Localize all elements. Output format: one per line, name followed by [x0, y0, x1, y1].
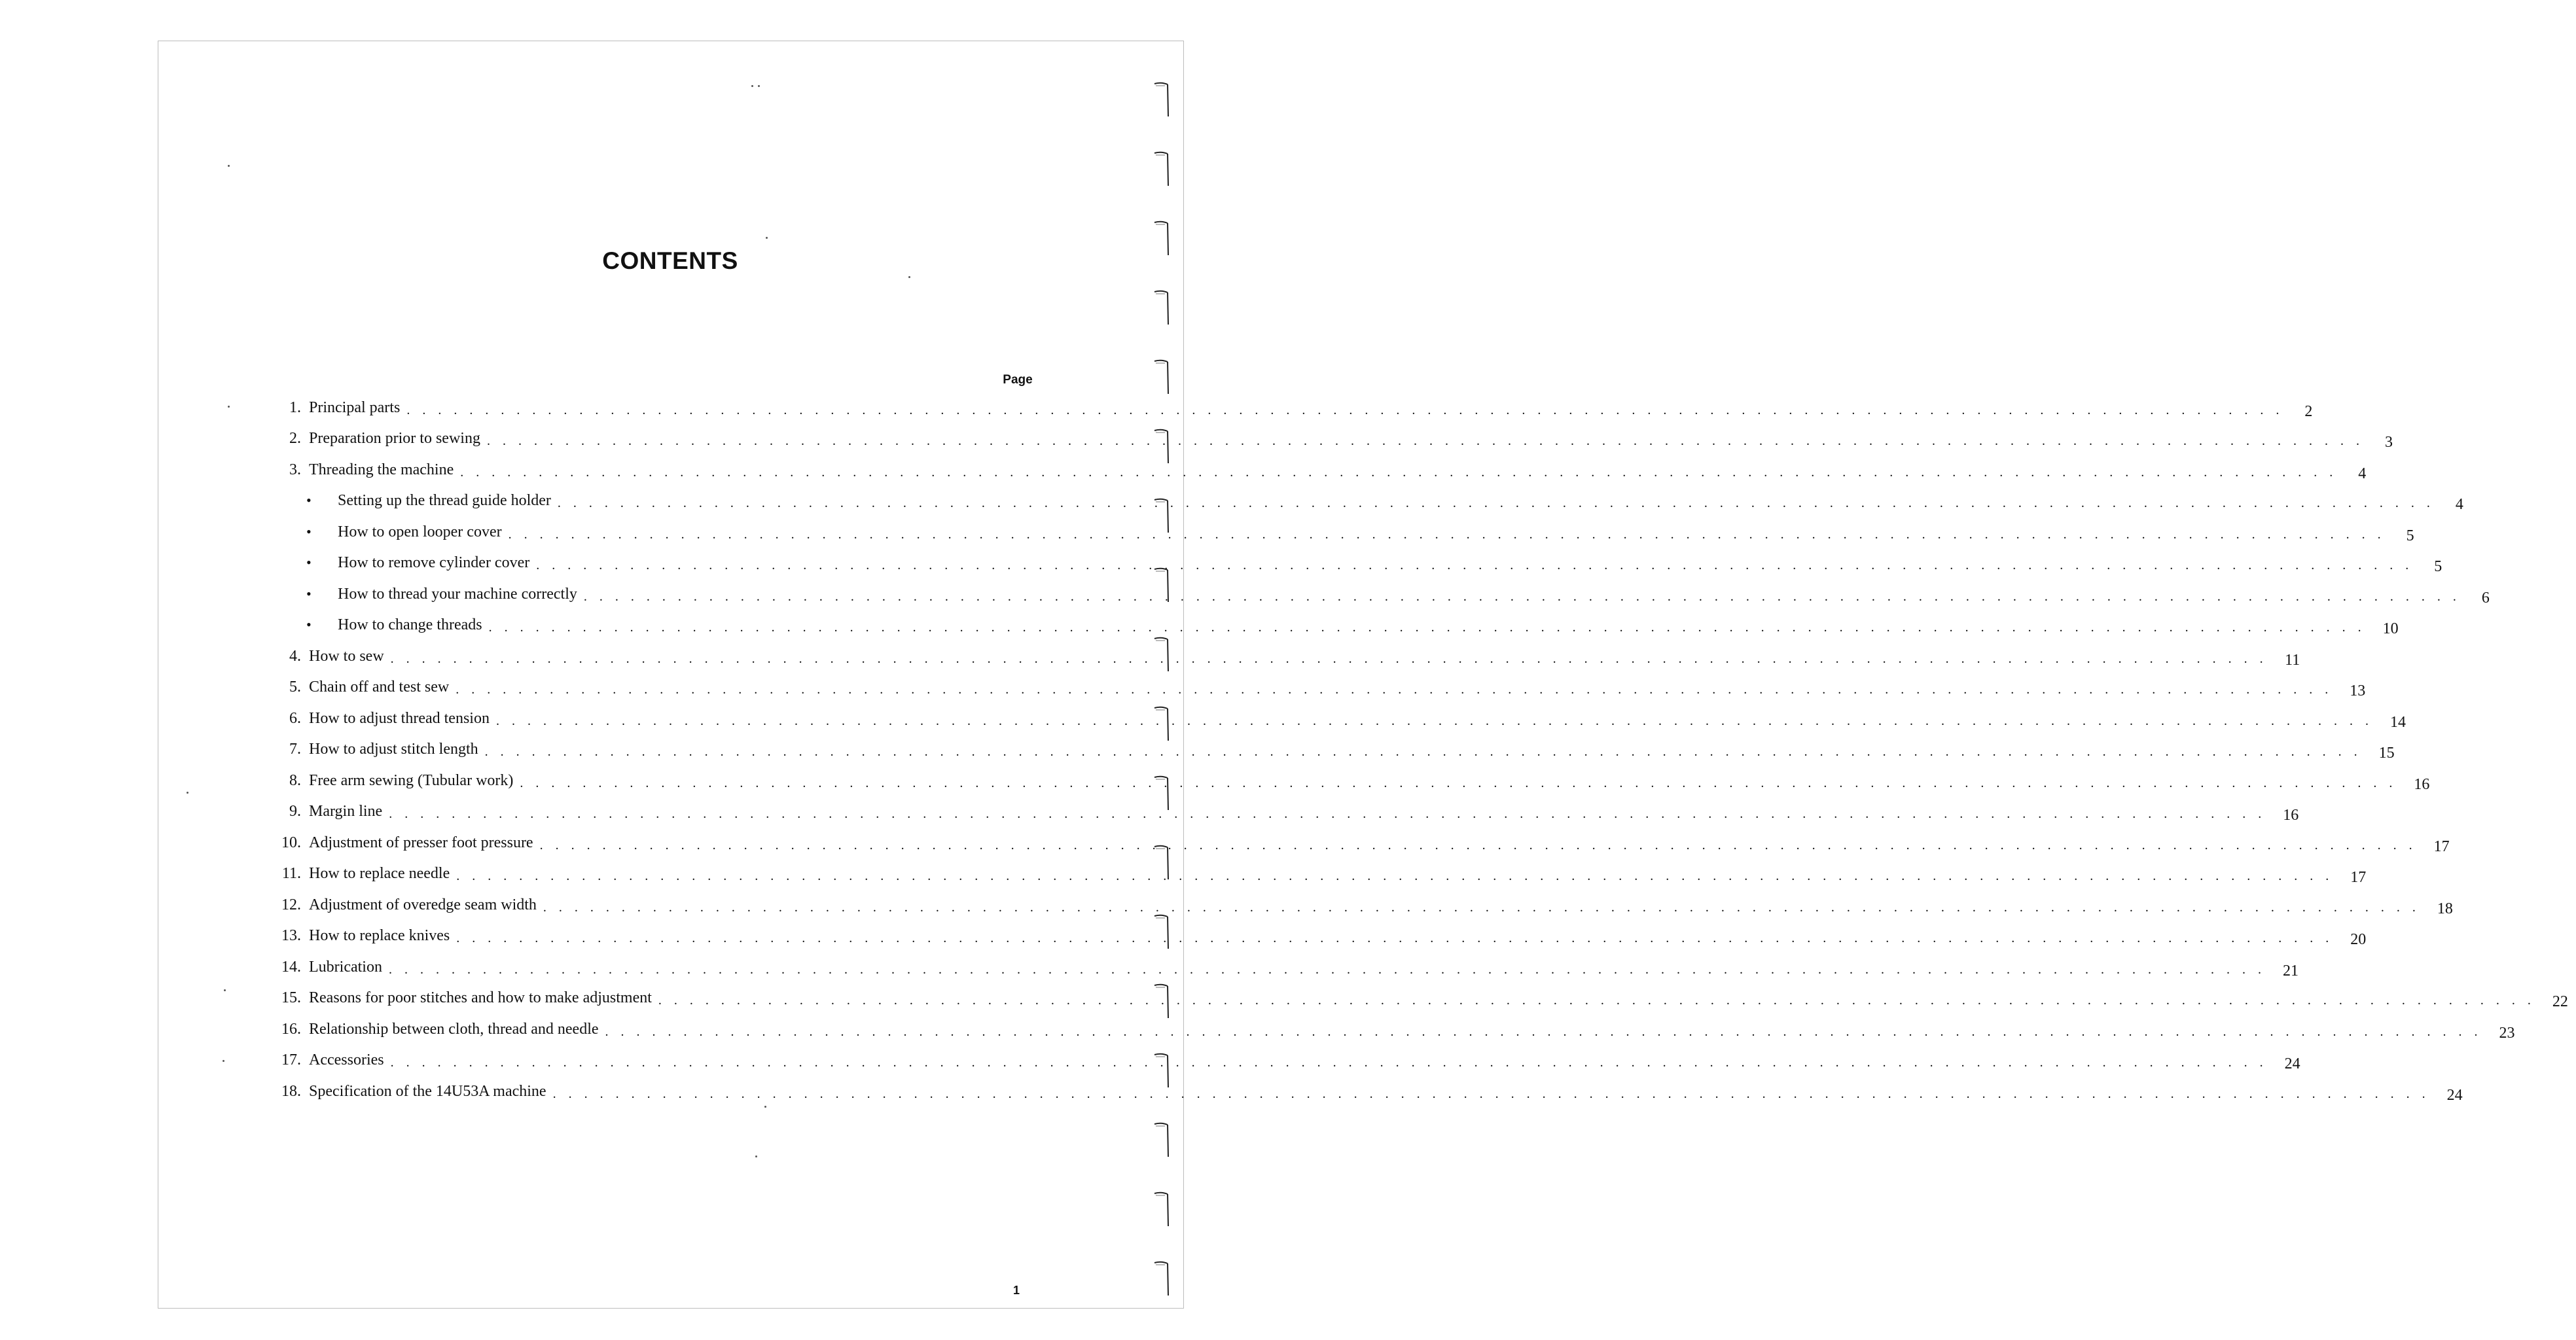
dot-leader: . . . . . . . . . . . . . . . . . . . . . . . . . . . . . . . . . . . . . . . . . . . . . . . . . . . . . . . . . . . . . . . . . . . . . . . . . . . . . . . . . . . . . . . . . . . . . . . . . . . . . . . . . . . . . . . . . . . . . . . . [456, 869, 2334, 883]
page-title: CONTENTS [602, 247, 738, 274]
toc-item-label: Principal parts [309, 398, 401, 416]
toc-item-label: Free arm sewing (Tubular work) [309, 771, 514, 789]
scan-speck [187, 792, 188, 794]
toc-item-label: Specification of the 14U53A machine [309, 1082, 546, 1100]
scan-speck [224, 989, 226, 991]
toc-item-page: 4 [2358, 465, 2367, 482]
toc-item-page: 20 [2350, 931, 2367, 948]
toc-item-number: 18. [281, 1082, 301, 1100]
scan-speck [228, 406, 230, 408]
toc-item-label: Preparation prior to sewing [309, 430, 480, 447]
binder-tab-icon [1152, 1258, 1172, 1298]
toc-item-label: How to replace needle [309, 865, 450, 882]
toc-item-page: 11 [2285, 651, 2300, 669]
bullet-dot-icon: • [306, 492, 312, 508]
toc-item-label: How to replace knives [309, 927, 450, 944]
binder-tab-icon [1152, 564, 1172, 605]
binder-tab-icon [1152, 356, 1172, 397]
toc-item-page: 22 [2552, 993, 2568, 1010]
toc-item-label: Adjustment of presser foot pressure [309, 834, 533, 851]
toc-item-label: How to adjust thread tension [309, 709, 490, 727]
dot-leader: . . . . . . . . . . . . . . . . . . . . . . . . . . . . . . . . . . . . . . . . . . . . . . . . . . . . . . . . . . . . . . . . . . . . . . . . . . . . . . . . . . . . . . . . . . . . . . . . . . . . . . . . . . . . . . . . . . . . . . . . [390, 651, 2268, 666]
binder-tab-icon [1152, 633, 1172, 674]
dot-leader: . . . . . . . . . . . . . . . . . . . . . . . . . . . . . . . . . . . . . . . . . . . . . . . . . . . . . . . . . . . . . . . . . . . . . . . . . . . . . . . . . . . . . . . . . . . . . . . . . . . . . . . . . . . . . . . . . . . . . . . . [488, 620, 2366, 635]
toc-item-page: 16 [2283, 807, 2299, 824]
binder-tab-icon [1152, 148, 1172, 188]
dot-leader: . . . . . . . . . . . . . . . . . . . . . . . . . . . . . . . . . . . . . . . . . . . . . . . . . . . . . . . . . . . . . . . . . . . . . . . . . . . . . . . . . . . . . . . . . . . . . . . . . . . . . . . . . . . . . . . . . . . . . . . . [658, 993, 2535, 1008]
toc-item-page: 13 [2350, 682, 2366, 699]
binder-tab-icon [1152, 703, 1172, 743]
binder-tab-icon [1152, 841, 1172, 882]
dot-leader: . . . . . . . . . . . . . . . . . . . . . . . . . . . . . . . . . . . . . . . . . . . . . . . . . . . . . . . . . . . . . . . . . . . . . . . . . . . . . . . . . . . . . . . . . . . . . . . . . . . . . . . . . . . . . . . . . . . . . . . . [583, 589, 2461, 604]
toc-item-label: Margin line [309, 803, 383, 820]
toc-item-page: 2 [2304, 402, 2313, 420]
scan-speck [758, 85, 760, 87]
dot-leader: . . . . . . . . . . . . . . . . . . . . . . . . . . . . . . . . . . . . . . . . . . . . . . . . . . . . . . . . . . . . . . . . . . . . . . . . . . . . . . . . . . . . . . . . . . . . . . . . . . . . . . . . . . . . . . . . . . . . . . . . [605, 1024, 2482, 1039]
toc-item-page: 5 [2406, 527, 2414, 544]
table-of-contents [268, 386, 2568, 1104]
toc-item [268, 915, 2367, 948]
dot-leader: . . . . . . . . . . . . . . . . . . . . . . . . . . . . . . . . . . . . . . . . . . . . . . . . . . . . . . . . . . . . . . . . . . . . . . . . . . . . . . . . . . . . . . . . . . . . . . . . . . . . . . . . . . . . . . . . . . . . . . . . [552, 1086, 2430, 1101]
toc-item-page: 6 [2481, 589, 2490, 607]
toc-item [268, 1039, 2300, 1072]
toc-item-label: Accessories [309, 1051, 384, 1068]
toc-item-number: 12. [281, 896, 301, 913]
dot-leader: . . . . . . . . . . . . . . . . . . . . . . . . . . . . . . . . . . . . . . . . . . . . . . . . . . . . . . . . . . . . . . . . . . . . . . . . . . . . . . . . . . . . . . . . . . . . . . . . . . . . . . . . . . . . . . . . . . . . . . . . [389, 807, 2266, 821]
dot-leader: . . . . . . . . . . . . . . . . . . . . . . . . . . . . . . . . . . . . . . . . . . . . . . . . . . . . . . . . . . . . . . . . . . . . . . . . . . . . . . . . . . . . . . . . . . . . . . . . . . . . . . . . . . . . . . . . . . . . . . . . [486, 434, 2364, 448]
toc-item-label: Lubrication [309, 958, 382, 976]
toc-item-number: 4. [289, 647, 301, 665]
toc-item-number: 1. [289, 398, 301, 416]
toc-subitem [268, 480, 2463, 513]
dot-leader: . . . . . . . . . . . . . . . . . . . . . . . . . . . . . . . . . . . . . . . . . . . . . . . . . . . . . . . . . . . . . . . . . . . . . . . . . . . . . . . . . . . . . . . . . . . . . . . . . . . . . . . . . . . . . . . . . . . . . . . . [406, 402, 2284, 417]
toc-item-number: 9. [289, 803, 301, 820]
dot-leader: . . . . . . . . . . . . . . . . . . . . . . . . . . . . . . . . . . . . . . . . . . . . . . . . . . . . . . . . . . . . . . . . . . . . . . . . . . . . . . . . . . . . . . . . . . . . . . . . . . . . . . . . . . . . . . . . . . . . . . . . [456, 931, 2334, 945]
toc-item-page: 24 [2284, 1055, 2300, 1072]
toc-item-number: 5. [289, 679, 301, 696]
toc-item [268, 853, 2367, 886]
toc-item-label: How to open looper cover [338, 523, 502, 540]
dot-leader: . . . . . . . . . . . . . . . . . . . . . . . . . . . . . . . . . . . . . . . . . . . . . . . . . . . . . . . . . . . . . . . . . . . . . . . . . . . . . . . . . . . . . . . . . . . . . . . . . . . . . . . . . . . . . . . . . . . . . . . . [557, 496, 2435, 510]
toc-item [268, 1070, 2463, 1104]
toc-item-page: 15 [2378, 745, 2395, 762]
toc-item-number: 15. [281, 989, 301, 1006]
binder-tab-icon [1152, 287, 1172, 327]
toc-item [268, 977, 2568, 1010]
binder-tab-icon [1152, 79, 1172, 119]
toc-item-label: Threading the machine [309, 461, 454, 478]
toc-item-number: 2. [289, 430, 301, 447]
binder-tab-icon [1152, 911, 1172, 951]
scan-speck [766, 237, 768, 239]
toc-item-label: Chain off and test sew [309, 679, 450, 696]
toc-item-page: 18 [2437, 900, 2453, 917]
toc-item-label: How to remove cylinder cover [338, 554, 530, 571]
toc-item [268, 635, 2300, 669]
binder-marks [1152, 79, 1178, 1296]
toc-item-label: Adjustment of overedge seam width [309, 896, 537, 913]
toc-item-page: 10 [2382, 620, 2399, 637]
scan-speck [223, 1060, 224, 1062]
toc-item [268, 666, 2366, 699]
toc-subitem [268, 542, 2442, 575]
toc-item [268, 417, 2393, 451]
toc-item-number: 16. [281, 1020, 301, 1038]
dot-leader: . . . . . . . . . . . . . . . . . . . . . . . . . . . . . . . . . . . . . . . . . . . . . . . . . . . . . . . . . . . . . . . . . . . . . . . . . . . . . . . . . . . . . . . . . . . . . . . . . . . . . . . . . . . . . . . . . . . . . . . . [543, 900, 2420, 915]
toc-item-number: 10. [281, 834, 301, 851]
toc-item [268, 759, 2430, 793]
page-column-header: Page [1003, 373, 1033, 387]
toc-item-label: Setting up the thread guide holder [338, 492, 551, 509]
toc-item [268, 728, 2395, 762]
toc-subitem [268, 510, 2414, 544]
toc-item-number: 11. [281, 865, 301, 882]
toc-item-label: How to thread your machine correctly [338, 585, 577, 603]
toc-item [268, 821, 2450, 855]
binder-tab-icon [1152, 1049, 1172, 1090]
toc-item-page: 14 [2389, 713, 2406, 731]
scan-speck [764, 1106, 766, 1108]
bullet-dot-icon: • [306, 554, 312, 571]
bullet-dot-icon: • [306, 616, 312, 633]
toc-item-label: Reasons for poor stitches and how to make adjustment [309, 989, 652, 1006]
toc-item [268, 697, 2406, 731]
toc-item [268, 883, 2453, 917]
toc-item-number: 3. [289, 461, 301, 478]
page-number: 1 [1013, 1284, 1020, 1297]
toc-item-page: 4 [2455, 496, 2463, 513]
toc-item-number: 6. [289, 709, 301, 727]
dot-leader: . . . . . . . . . . . . . . . . . . . . . . . . . . . . . . . . . . . . . . . . . . . . . . . . . . . . . . . . . . . . . . . . . . . . . . . . . . . . . . . . . . . . . . . . . . . . . . . . . . . . . . . . . . . . . . . . . . . . . . . . [388, 962, 2266, 977]
toc-item-page: 21 [2282, 962, 2299, 979]
scan-speck [751, 85, 753, 87]
toc-item [268, 790, 2299, 824]
toc-item-number: 17. [281, 1051, 301, 1068]
bullet-dot-icon: • [306, 523, 312, 540]
toc-item-label: How to sew [309, 647, 384, 665]
scan-speck [908, 276, 910, 278]
toc-subitem [268, 573, 2490, 607]
toc-item [268, 1008, 2515, 1042]
toc-item-page: 5 [2434, 558, 2442, 575]
toc-item-page: 23 [2499, 1024, 2515, 1042]
binder-tab-icon [1152, 425, 1172, 466]
dot-leader: . . . . . . . . . . . . . . . . . . . . . . . . . . . . . . . . . . . . . . . . . . . . . . . . . . . . . . . . . . . . . . . . . . . . . . . . . . . . . . . . . . . . . . . . . . . . . . . . . . . . . . . . . . . . . . . . . . . . . . . . [520, 775, 2397, 790]
dot-leader: . . . . . . . . . . . . . . . . . . . . . . . . . . . . . . . . . . . . . . . . . . . . . . . . . . . . . . . . . . . . . . . . . . . . . . . . . . . . . . . . . . . . . . . . . . . . . . . . . . . . . . . . . . . . . . . . . . . . . . . . [508, 527, 2386, 542]
toc-item-page: 17 [2350, 869, 2367, 886]
toc-item [268, 386, 2313, 420]
toc-item-number: 8. [289, 771, 301, 789]
toc-item-number: 7. [289, 741, 301, 758]
binder-tab-icon [1152, 1119, 1172, 1159]
dot-leader: . . . . . . . . . . . . . . . . . . . . . . . . . . . . . . . . . . . . . . . . . . . . . . . . . . . . . . . . . . . . . . . . . . . . . . . . . . . . . . . . . . . . . . . . . . . . . . . . . . . . . . . . . . . . . . . . . . . . . . . . [536, 558, 2414, 573]
dot-leader: . . . . . . . . . . . . . . . . . . . . . . . . . . . . . . . . . . . . . . . . . . . . . . . . . . . . . . . . . . . . . . . . . . . . . . . . . . . . . . . . . . . . . . . . . . . . . . . . . . . . . . . . . . . . . . . . . . . . . . . . [495, 713, 2373, 728]
binder-tab-icon [1152, 980, 1172, 1021]
binder-tab-icon [1152, 217, 1172, 258]
toc-item-label: Relationship between cloth, thread and needle [309, 1020, 599, 1038]
scan-speck [228, 165, 230, 167]
toc-item-label: How to change threads [338, 616, 482, 633]
dot-leader: . . . . . . . . . . . . . . . . . . . . . . . . . . . . . . . . . . . . . . . . . . . . . . . . . . . . . . . . . . . . . . . . . . . . . . . . . . . . . . . . . . . . . . . . . . . . . . . . . . . . . . . . . . . . . . . . . . . . . . . . [484, 745, 2362, 759]
toc-item [268, 448, 2367, 482]
toc-item-page: 17 [2433, 838, 2450, 855]
binder-tab-icon [1152, 495, 1172, 535]
toc-item-page: 16 [2414, 775, 2430, 793]
dot-leader: . . . . . . . . . . . . . . . . . . . . . . . . . . . . . . . . . . . . . . . . . . . . . . . . . . . . . . . . . . . . . . . . . . . . . . . . . . . . . . . . . . . . . . . . . . . . . . . . . . . . . . . . . . . . . . . . . . . . . . . . [390, 1055, 2268, 1070]
toc-item-label: How to adjust stitch length [309, 741, 478, 758]
dot-leader: . . . . . . . . . . . . . . . . . . . . . . . . . . . . . . . . . . . . . . . . . . . . . . . . . . . . . . . . . . . . . . . . . . . . . . . . . . . . . . . . . . . . . . . . . . . . . . . . . . . . . . . . . . . . . . . . . . . . . . . . [460, 465, 2338, 480]
toc-item-page: 24 [2446, 1086, 2463, 1104]
toc-subitem [268, 604, 2399, 637]
toc-item-number: 14. [281, 958, 301, 976]
dot-leader: . . . . . . . . . . . . . . . . . . . . . . . . . . . . . . . . . . . . . . . . . . . . . . . . . . . . . . . . . . . . . . . . . . . . . . . . . . . . . . . . . . . . . . . . . . . . . . . . . . . . . . . . . . . . . . . . . . . . . . . . [456, 682, 2333, 697]
dot-leader: . . . . . . . . . . . . . . . . . . . . . . . . . . . . . . . . . . . . . . . . . . . . . . . . . . . . . . . . . . . . . . . . . . . . . . . . . . . . . . . . . . . . . . . . . . . . . . . . . . . . . . . . . . . . . . . . . . . . . . . . [539, 838, 2417, 853]
toc-item [268, 945, 2299, 979]
scan-speck [755, 1155, 757, 1157]
bullet-dot-icon: • [306, 585, 312, 602]
toc-item-number: 13. [281, 927, 301, 944]
binder-tab-icon [1152, 1188, 1172, 1229]
toc-item-page: 3 [2384, 434, 2393, 451]
binder-tab-icon [1152, 772, 1172, 813]
